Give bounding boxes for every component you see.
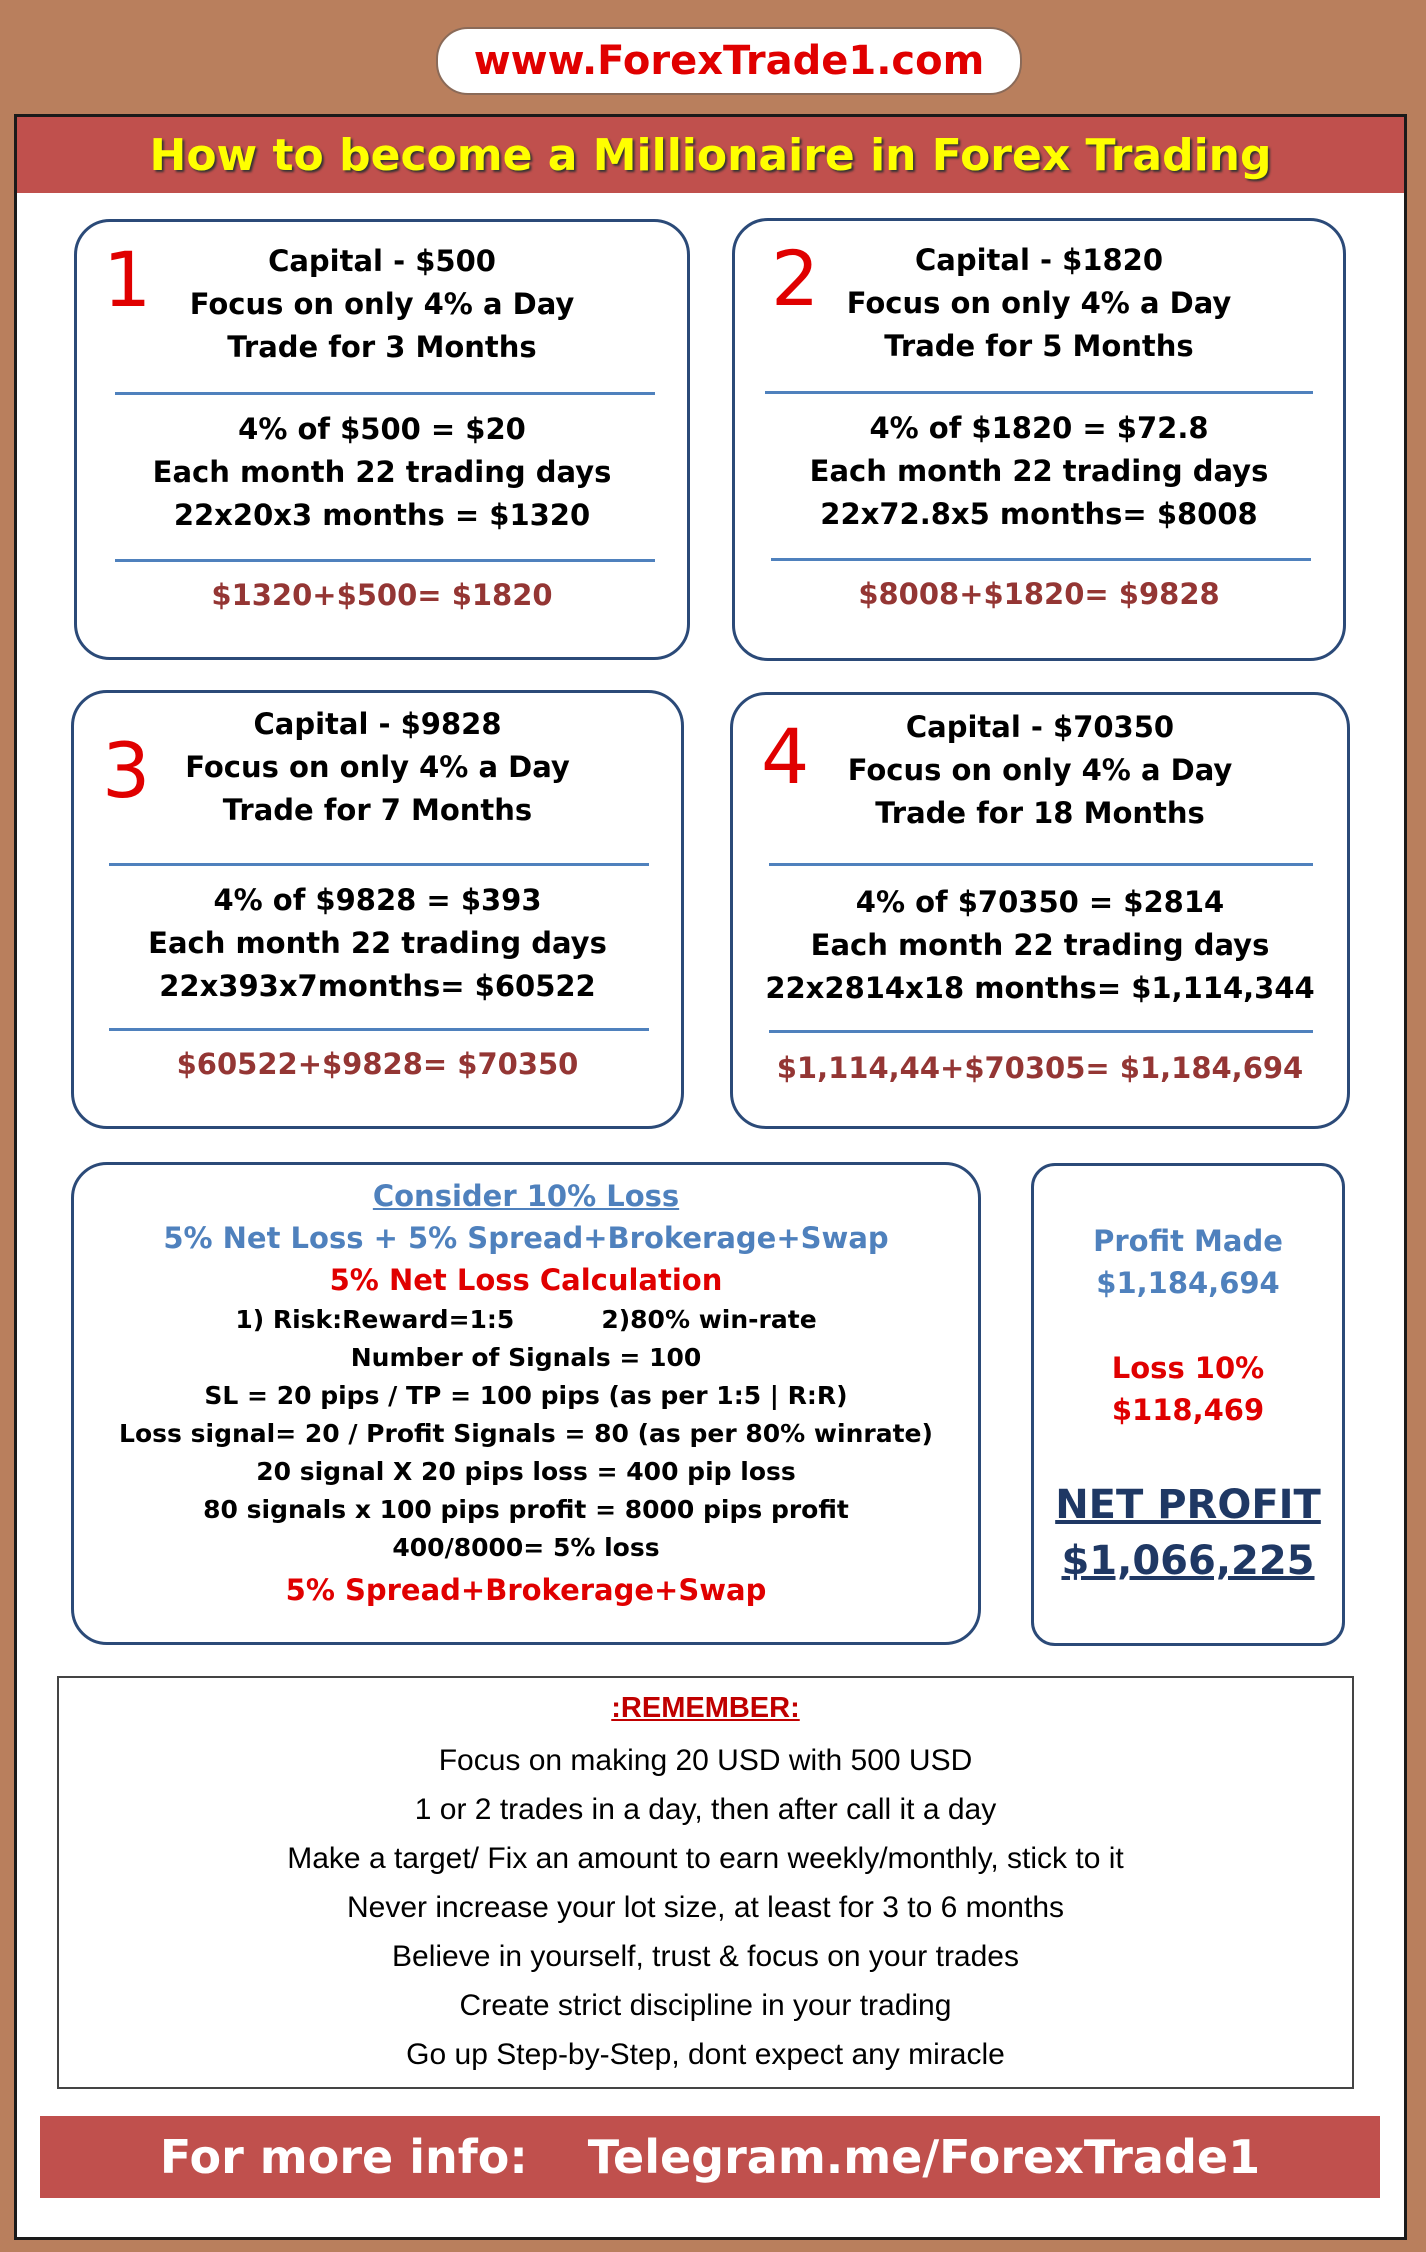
page-title: How to become a Millionaire in Forex Trading [17, 117, 1404, 193]
step-duration: Trade for 7 Months [222, 793, 533, 827]
step-focus: Focus on only 4% a Day [846, 286, 1232, 320]
loss-heading: Consider 10% Loss [372, 1179, 680, 1213]
net-profit-value: $1,066,225 [1061, 1538, 1315, 1584]
net-profit-label: NET PROFIT [1055, 1482, 1321, 1528]
loss-calc-title: 5% Net Loss Calculation [329, 1263, 723, 1297]
remember-box [57, 1676, 1354, 2089]
divider [115, 559, 655, 562]
site-url[interactable]: www.ForexTrade1.com [436, 27, 1022, 95]
divider [115, 392, 655, 395]
step-days: Each month 22 trading days [810, 928, 1270, 962]
step-focus: Focus on only 4% a Day [189, 287, 575, 321]
loss-line: 400/8000= 5% loss [392, 1533, 660, 1562]
step-daily: 4% of $500 = $20 [238, 412, 526, 446]
step-calculation [77, 408, 687, 537]
step-number: 1 [103, 235, 152, 324]
step-duration: Trade for 18 Months [875, 796, 1205, 830]
step-duration: Trade for 3 Months [227, 330, 537, 364]
remember-title: :REMEMBER: [611, 1692, 800, 1724]
step-calculation [74, 879, 681, 1008]
step-card-2 [732, 218, 1346, 661]
step-goal [74, 703, 681, 832]
step-goal [77, 235, 687, 369]
step-calc: 22x72.8x5 months= $8008 [820, 497, 1258, 531]
loss-percent-label: Loss 10% [1111, 1351, 1265, 1385]
remember-item: Never increase your lot size, at least for 3 to 6 months [347, 1891, 1064, 1924]
remember-item: Believe in yourself, trust & focus on your trades [392, 1940, 1019, 1973]
divider [765, 391, 1313, 394]
step-days: Each month 22 trading days [148, 926, 607, 960]
remember-item: Focus on making 20 USD with 500 USD [438, 1744, 973, 1777]
profit-made-label: Profit Made [1093, 1224, 1283, 1258]
step-card-3 [71, 690, 684, 1129]
divider [109, 1028, 649, 1031]
step-total: $60522+$9828= $70350 [176, 1047, 579, 1081]
step-number: 4 [761, 712, 810, 801]
net-profit-card [1031, 1163, 1345, 1646]
step-calculation [733, 881, 1347, 1010]
loss-footer: 5% Spread+Brokerage+Swap [285, 1573, 767, 1607]
step-goal [733, 706, 1347, 835]
step-calc: 22x393x7months= $60522 [159, 969, 596, 1003]
step-card-1 [74, 219, 690, 660]
step-goal [735, 234, 1343, 368]
loss-line: Loss signal= 20 / Profit Signals = 80 (as per 80% winrate) [119, 1419, 933, 1448]
divider [769, 863, 1313, 866]
step-daily: 4% of $1820 = $72.8 [869, 411, 1209, 445]
step-capital: Capital - $1820 [914, 243, 1164, 277]
loss-line: 80 signals x 100 pips profit = 8000 pips profit [203, 1495, 849, 1524]
remember-item: 1 or 2 trades in a day, then after call it a day [414, 1793, 997, 1826]
step-capital: Capital - $70350 [905, 710, 1175, 744]
step-daily: 4% of $9828 = $393 [213, 883, 542, 917]
loss-line: 1) Risk:Reward=1:5 2)80% win-rate [235, 1305, 817, 1334]
step-daily: 4% of $70350 = $2814 [855, 885, 1225, 919]
divider [769, 1030, 1313, 1033]
step-number: 2 [771, 234, 820, 323]
step-number: 3 [102, 726, 151, 815]
loss-line: Number of Signals = 100 [350, 1343, 702, 1372]
step-focus: Focus on only 4% a Day [847, 753, 1233, 787]
remember-item: Make a target/ Fix an amount to earn weekly/monthly, stick to it [287, 1842, 1124, 1875]
remember-list [59, 1736, 1352, 2079]
remember-item: Go up Step-by-Step, dont expect any miracle [406, 2038, 1005, 2071]
step-calc: 22x2814x18 months= $1,114,344 [765, 971, 1315, 1005]
step-duration: Trade for 5 Months [884, 329, 1194, 363]
loss-split: 5% Net Loss + 5% Spread+Brokerage+Swap [163, 1221, 889, 1255]
step-total: $1,114,44+$70305= $1,184,694 [776, 1051, 1304, 1085]
divider [109, 863, 649, 866]
telegram-link[interactable]: Telegram.me/ForexTrade1 [587, 2130, 1261, 2184]
step-total: $8008+$1820= $9828 [858, 577, 1220, 611]
profit-made-value: $1,184,694 [1096, 1266, 1280, 1300]
loss-value: $118,469 [1111, 1393, 1265, 1427]
step-calculation [735, 407, 1343, 536]
step-calc: 22x20x3 months = $1320 [173, 498, 591, 532]
divider [771, 558, 1311, 561]
remember-item: Create strict discipline in your trading [459, 1989, 952, 2022]
step-capital: Capital - $9828 [253, 707, 502, 741]
step-card-4 [730, 692, 1350, 1129]
loss-line: 20 signal X 20 pips loss = 400 pip loss [256, 1457, 796, 1486]
step-total: $1320+$500= $1820 [211, 578, 553, 612]
step-days: Each month 22 trading days [152, 455, 612, 489]
footer-bar [40, 2116, 1380, 2198]
step-focus: Focus on only 4% a Day [185, 750, 570, 784]
loss-lines [74, 1175, 978, 1613]
step-days: Each month 22 trading days [809, 454, 1269, 488]
footer-label: For more info: [159, 2130, 528, 2184]
step-capital: Capital - $500 [268, 244, 496, 278]
loss-line: SL = 20 pips / TP = 100 pips (as per 1:5 | R:R) [204, 1381, 848, 1410]
loss-calculation-card [71, 1162, 981, 1645]
